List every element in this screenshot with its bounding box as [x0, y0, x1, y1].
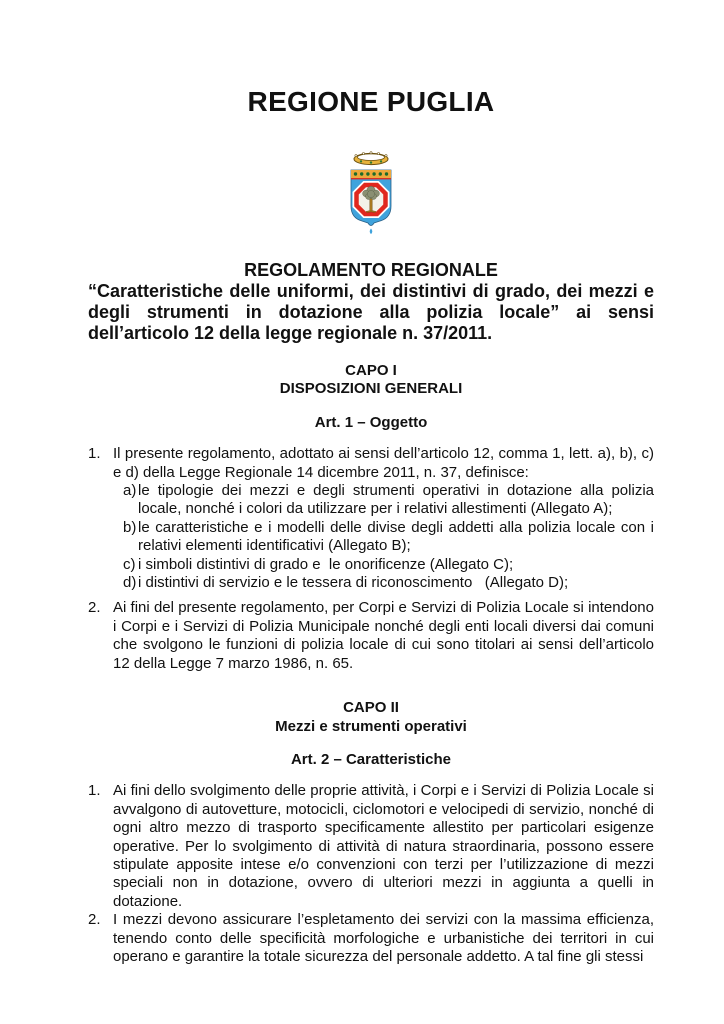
- list-item-text: Ai fini dello svolgimento delle proprie attività, i Corpi e i Servizi di Polizia Locale si avvalgono di autovetture, motocicli, ciclomotori e velocipedi di servizio, nonché di ogni altro mezzo di trasporto specificamente allestito per particolari esigenze operative. Per lo svolgimento di attività di natura straordinaria, possono essere stipulate apposite intese e/o convenzioni con terzi per l’utilizzazione di mezzi speciali non in dotazione, ovvero di ulteriori mezzi in aggiunta a quelli in dotazione.: [113, 782, 659, 910]
- sub-item-letter: d): [123, 574, 137, 592]
- article-2-list: [88, 782, 659, 966]
- chapter-1-subtitle: DISPOSIZIONI GENERALI: [279, 380, 463, 398]
- chapter-2-label: CAPO II: [343, 699, 399, 717]
- list-item-body: [113, 911, 659, 966]
- list-item-text: I mezzi devono assicurare l’espletamento dei servizi con la massima efficienza, tenendo conto delle specificità morfologiche e urbanistiche dei territori in cui operano e garantire la totale sicurezza del personale addetto. A tal fine gli stessi: [113, 911, 659, 965]
- sub-item-text: i simboli distintivi di grado e le onorificenze (Allegato C);: [138, 555, 514, 573]
- sub-list-item: [113, 556, 654, 574]
- sub-item-letter: b): [123, 518, 137, 536]
- regulation-heading: [88, 260, 654, 344]
- list-item-body: [113, 782, 659, 911]
- article-1-list: [88, 445, 659, 673]
- list-item-body: [113, 445, 659, 592]
- list-item: [88, 911, 659, 966]
- list-item-number: 2.: [88, 599, 101, 617]
- sub-item-text: le caratteristiche e i modelli delle divise degli addetti alla polizia locale con i relativi elementi identificativi (Allegato B);: [138, 518, 659, 555]
- list-item-number: 2.: [88, 911, 101, 929]
- list-item: [88, 445, 659, 592]
- crown-icon: [354, 152, 388, 165]
- list-item: [88, 599, 659, 673]
- shield-icon: [351, 170, 391, 234]
- sub-item-text: le tipologie dei mezzi e degli strumenti operativi in dotazione alla polizia locale, nonché i colori da utilizzare per i relativi allestimenti (Allegato A);: [138, 482, 659, 518]
- regione-puglia-emblem: [88, 148, 654, 236]
- chapter-1-heading: [88, 362, 654, 399]
- list-item-body: [113, 599, 659, 673]
- chapter-2-subtitle: Mezzi e strumenti operativi: [275, 717, 467, 735]
- list-item-text: Ai fini del presente regolamento, per Corpi e Servizi di Polizia Locale si intendono i Corpi e i Servizi di Polizia Municipale nonché degli enti locali diversi dai comuni che svolgono le funzioni di polizia locale di cui sono titolari ai sensi dell’articolo 12 della Legge 7 marzo 1986, n. 65.: [113, 599, 659, 672]
- regulation-subtitle: “Caratteristiche delle uniformi, dei distintivi di grado, dei mezzi e degli strumenti in dotazione alla polizia locale” ai sensi dell’articolo 12 della legge regionale n. 37/2011.: [88, 281, 654, 343]
- list-item-number: 1.: [88, 782, 101, 800]
- chapter-capo-1: [88, 362, 659, 673]
- sub-list-item: [113, 482, 659, 519]
- sub-item-text: i distintivi di servizio e le tessera di riconoscimento (Allegato D);: [138, 574, 569, 592]
- list-item-text: Il presente regolamento, adottato ai sensi dell’articolo 12, comma 1, lett. a), b), c) e d) della Legge Regionale 14 dicembre 2011, n. 37, definisce:: [113, 445, 659, 481]
- list-item-number: 1.: [88, 445, 101, 463]
- article-2-title: Art. 2 – Caratteristiche: [290, 750, 452, 768]
- chapter-capo-2: [88, 699, 659, 966]
- list-item: [88, 782, 659, 911]
- page-title: REGIONE PUGLIA: [247, 86, 495, 117]
- sub-item-letter: c): [123, 555, 136, 573]
- article-1-title: Art. 1 – Oggetto: [314, 413, 428, 431]
- sub-item-letter: a): [123, 482, 137, 500]
- chapter-2-heading: [88, 699, 654, 736]
- regulation-title: REGOLAMENTO REGIONALE: [244, 260, 498, 280]
- coat-of-arms-icon: [347, 148, 395, 236]
- sub-list-item: [113, 574, 654, 592]
- sub-list-item: [113, 518, 659, 556]
- chapter-1-label: CAPO I: [345, 362, 397, 379]
